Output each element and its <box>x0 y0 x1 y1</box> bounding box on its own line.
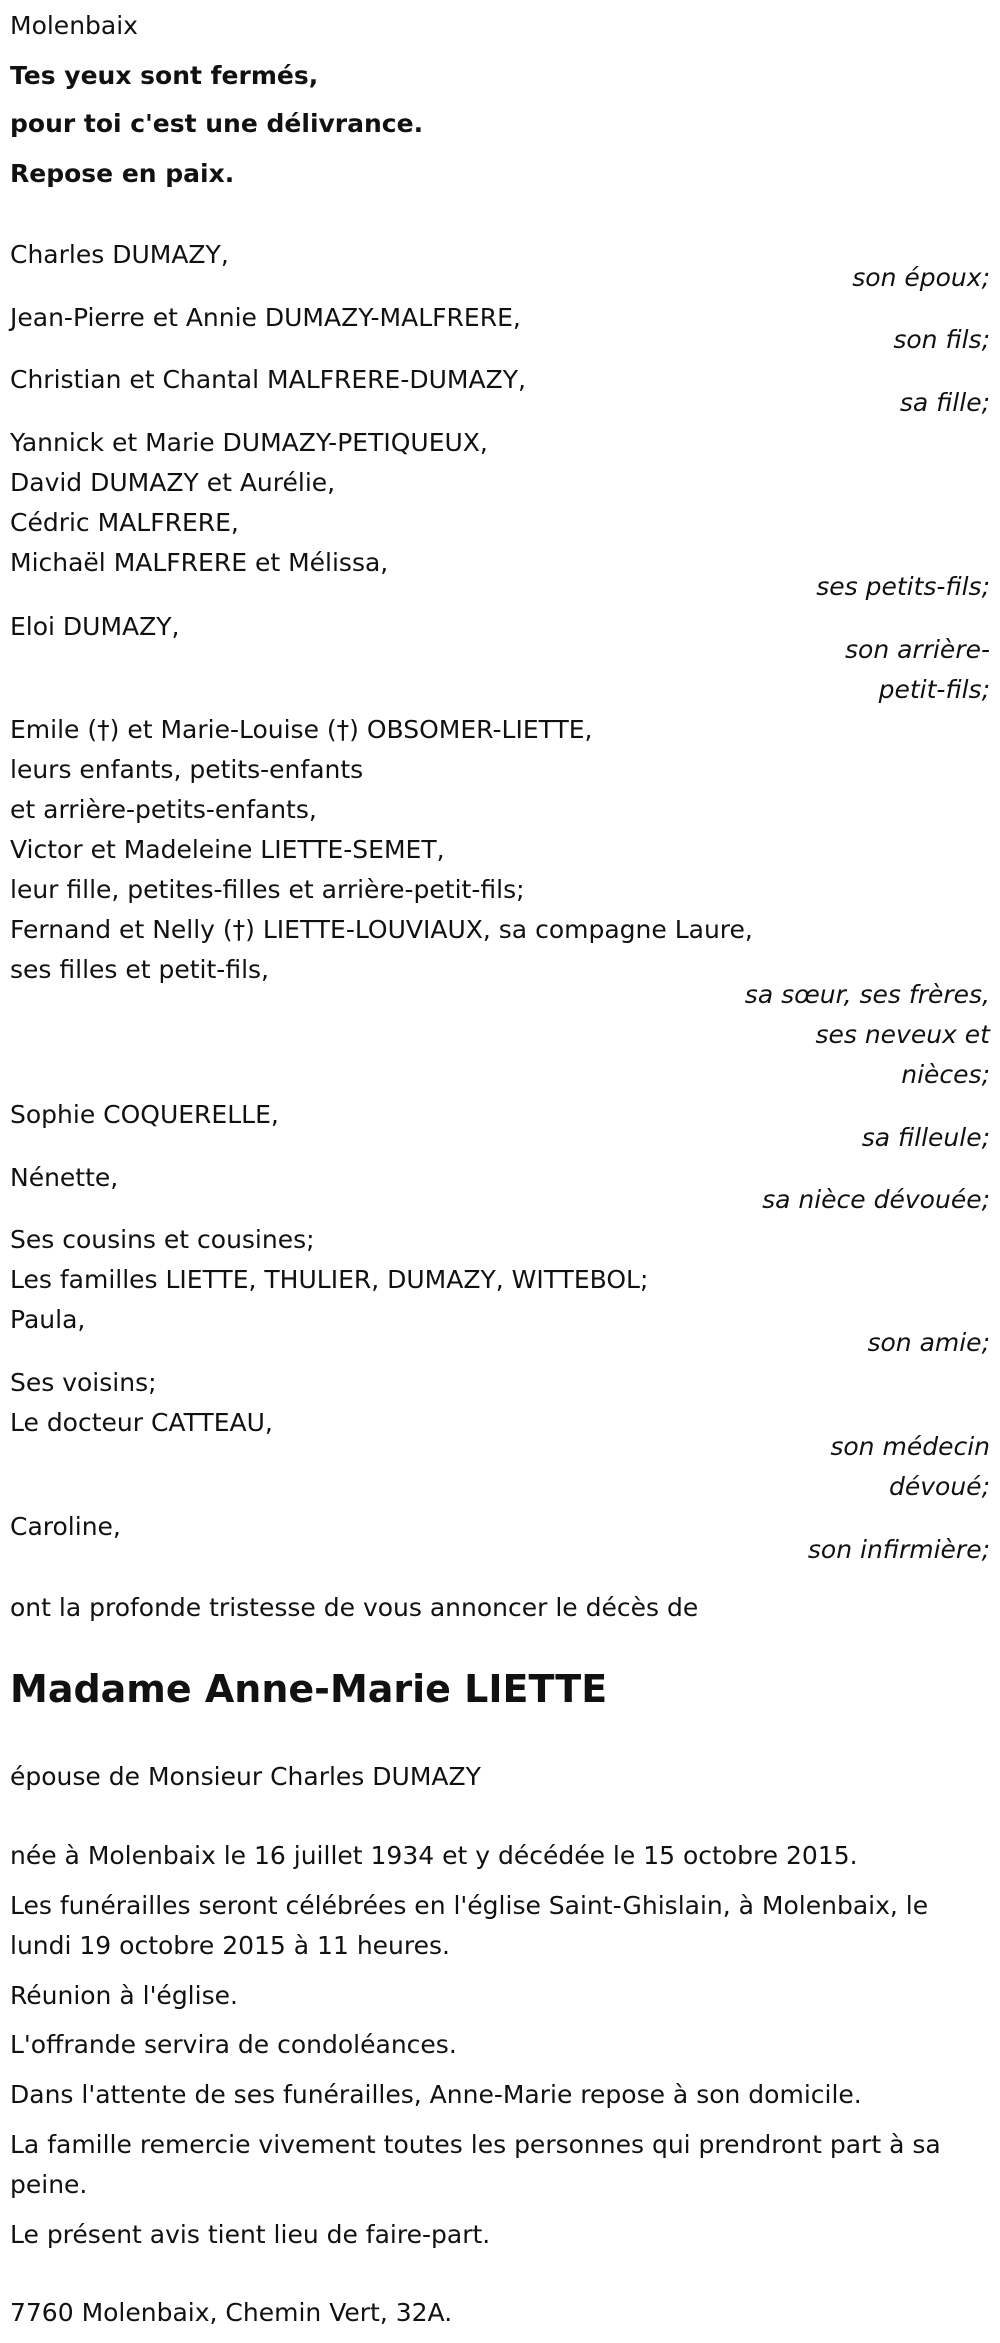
poem-line-2: pour toi c'est une délivrance. <box>10 109 424 138</box>
family-member: leur fille, petites-filles et arrière-petit-fils; <box>10 875 525 904</box>
thanks-info: La famille remercie vivement toutes les personnes qui prendront part à sa peine. <box>10 2130 941 2199</box>
family-member: et arrière-petits-enfants, <box>10 795 317 824</box>
family-member: Christian et Chantal MALFRERE-DUMAZY, <box>10 365 526 394</box>
address-line: 7760 Molenbaix, Chemin Vert, 32A. <box>10 2298 453 2327</box>
family-relation: dévoué; <box>889 1472 990 1501</box>
family-member: Eloi DUMAZY, <box>10 612 180 641</box>
deceased-name: Madame Anne-Marie LIETTE <box>10 1667 608 1711</box>
rest-info: Dans l'attente de ses funérailles, Anne-Marie repose à son domicile. <box>10 2080 862 2109</box>
gathering-info: Réunion à l'église. <box>10 1981 238 2010</box>
family-relation: son infirmière; <box>807 1535 990 1564</box>
family-member: Victor et Madeleine LIETTE-SEMET, <box>10 835 445 864</box>
family-relation: son médecin <box>830 1432 990 1461</box>
family-member: Fernand et Nelly (†) LIETTE-LOUVIAUX, sa compagne Laure, <box>10 915 753 944</box>
family-relation: sa sœur, ses frères, <box>744 980 990 1009</box>
family-member: Ses cousins et cousines; <box>10 1225 315 1254</box>
family-member: Nénette, <box>10 1163 119 1192</box>
family-member: David DUMAZY et Aurélie, <box>10 468 336 497</box>
family-relation: petit-fils; <box>878 675 990 704</box>
family-member: Yannick et Marie DUMAZY-PETIQUEUX, <box>10 428 488 457</box>
family-member: Jean-Pierre et Annie DUMAZY-MALFRERE, <box>10 303 521 332</box>
spouse-line: épouse de Monsieur Charles DUMAZY <box>10 1762 481 1791</box>
family-member: Les familles LIETTE, THULIER, DUMAZY, WITTEBOL; <box>10 1265 649 1294</box>
family-member: Caroline, <box>10 1512 121 1541</box>
funeral-info: Les funérailles seront célébrées en l'église Saint-Ghislain, à Molenbaix, le lundi 19 octobre 2015 à 11 heures. <box>10 1891 929 1960</box>
family-relation: son arrière- <box>845 635 990 664</box>
family-member: Le docteur CATTEAU, <box>10 1408 273 1437</box>
family-member: leurs enfants, petits-enfants <box>10 755 364 784</box>
poem-line-3: Repose en paix. <box>10 159 235 188</box>
family-member: Paula, <box>10 1305 86 1334</box>
family-member: Charles DUMAZY, <box>10 240 229 269</box>
notice-info: Le présent avis tient lieu de faire-part. <box>10 2220 491 2249</box>
family-relation: sa fille; <box>899 388 990 417</box>
family-member: Emile (†) et Marie-Louise (†) OBSOMER-LIETTE, <box>10 715 593 744</box>
birth-death-line: née à Molenbaix le 16 juillet 1934 et y décédée le 15 octobre 2015. <box>10 1841 858 1870</box>
family-relation: ses petits-fils; <box>816 572 990 601</box>
family-member: Ses voisins; <box>10 1368 157 1397</box>
family-relation: sa filleule; <box>861 1123 990 1152</box>
place-header: Molenbaix <box>10 11 138 40</box>
family-member: ses filles et petit-fils, <box>10 955 269 984</box>
family-relation: sa nièce dévouée; <box>762 1185 990 1214</box>
family-relation: son époux; <box>852 263 990 292</box>
family-member: Sophie COQUERELLE, <box>10 1100 279 1129</box>
family-member: Michaël MALFRERE et Mélissa, <box>10 548 389 577</box>
announcement-text: ont la profonde tristesse de vous annoncer le décès de <box>10 1593 699 1622</box>
family-relation: son fils; <box>893 325 990 354</box>
family-relation: son amie; <box>867 1328 990 1357</box>
family-member: Cédric MALFRERE, <box>10 508 239 537</box>
family-relation: ses neveux et <box>815 1020 990 1049</box>
family-relation: nièces; <box>901 1060 990 1089</box>
poem-line-1: Tes yeux sont fermés, <box>10 61 319 90</box>
offering-info: L'offrande servira de condoléances. <box>10 2030 457 2059</box>
